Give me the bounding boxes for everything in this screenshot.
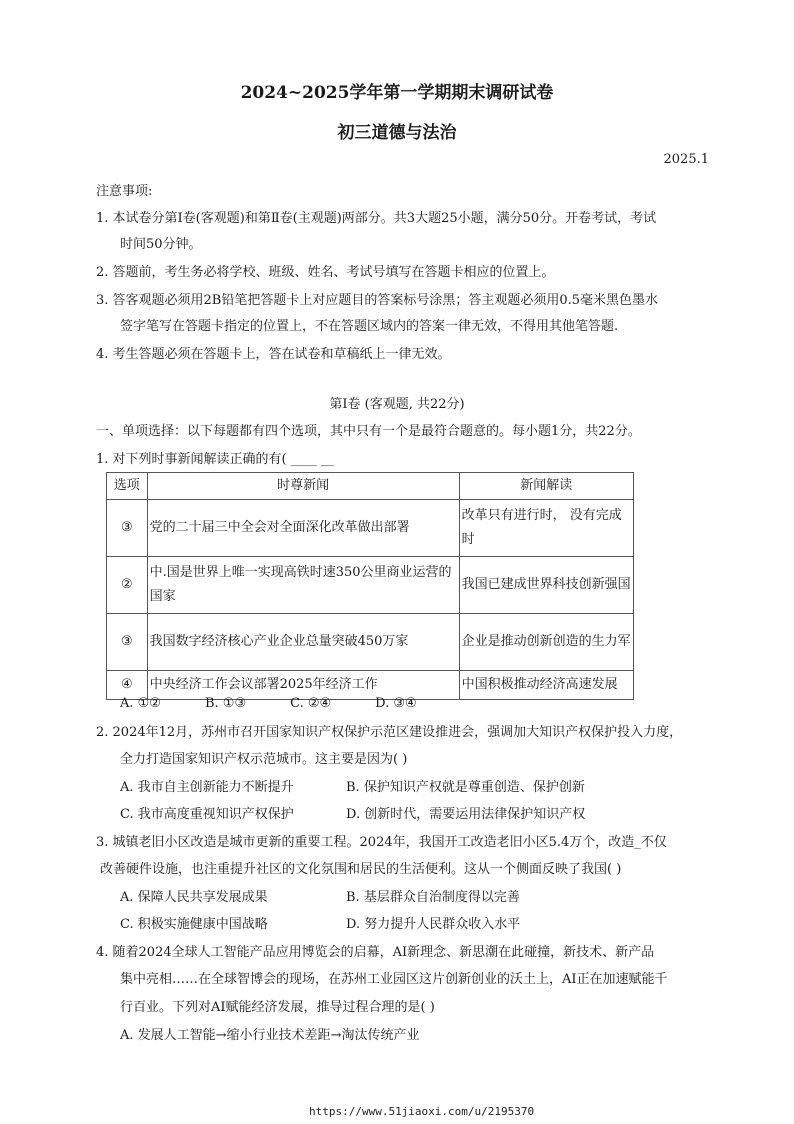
- note-4: 4. 考生答题必须在答题卡上，答在试卷和草稿纸上一律无效。: [96, 347, 451, 362]
- option-d: D. 创新时代，需要运用法律保护知识产权: [346, 807, 586, 822]
- exam-subject: 初三道德与法治: [337, 123, 457, 143]
- question-1-options: [120, 696, 461, 711]
- table-cell-option: ④: [107, 671, 148, 700]
- table-cell-news: 中央经济工作会议部署2025年经济工作: [147, 671, 459, 700]
- question-2-options-row-1: [120, 776, 585, 795]
- news-table: [106, 472, 634, 700]
- question-3-stem-line-2: 改善硬件设施，也注重提升社区的文化氛围和居民的生活便利。这从一个侧面反映了我国( ): [100, 862, 622, 877]
- option-c: C. ②④: [290, 696, 332, 711]
- table-row: [107, 557, 634, 614]
- question-3-options-row-2: [120, 913, 520, 932]
- question-1-stem: 1. 对下列时事新闻解读正确的有( ____ __: [96, 452, 334, 467]
- table-cell-option: ③: [107, 614, 148, 671]
- note-2: 2. 答题前，考生务必将学校、班级、姓名、考试号填写在答题卡相应的位置上。: [96, 265, 555, 280]
- table-header: 时尊新闻: [147, 473, 459, 500]
- table-cell-reading: 改革只有进行时， 没有完成时: [459, 500, 633, 557]
- option-a: A. 保障人民共享发展成果: [120, 890, 268, 905]
- table-header: 新闻解读: [459, 473, 633, 500]
- table-row: [107, 500, 634, 557]
- table-cell-reading: 我国已建成世界科技创新强国: [459, 557, 633, 614]
- question-4-stem-line-2: 集中亮相……在全球智博会的现场，在苏州工业园区这片创新创业的沃土上，AI正在加速赋能千: [120, 972, 668, 987]
- note-3-line-1: 3. 答客观题必须用2B铅笔把答题卡上对应题目的答案标号涂黑；答主观题必须用0.5毫米黑色墨水: [96, 293, 659, 308]
- option-c: C. 我市高度重视知识产权保护: [120, 807, 294, 822]
- option-b: B. ①③: [204, 696, 247, 711]
- question-2-stem-line-1: 2. 2024年12月，苏州市召开国家知识产权保护示范区建设推进会，强调加大知识产权保护投入力度，: [96, 725, 683, 740]
- question-2-stem-line-2: 全力打造国家知识产权示范城市。这主要是因为( ): [120, 752, 408, 767]
- exam-title: 2024~2025学年第一学期期末调研试卷: [240, 83, 554, 103]
- table-cell-news: 党的二十届三中全会对全面深化改革做出部署: [147, 500, 459, 557]
- question-4-stem-line-3: 行百业。下列对AI赋能经济发展，推导过程合理的是( ): [120, 1000, 435, 1015]
- option-d: D. 努力提升人民群众收入水平: [346, 917, 521, 932]
- option-a: A. 发展人工智能→缩小行业技术差距→淘汰传统产业: [120, 1028, 420, 1043]
- option-b: B. 保护知识产权就是尊重创造、保护创新: [346, 780, 585, 795]
- exam-date: 2025.1: [663, 152, 709, 167]
- table-row: [107, 614, 634, 671]
- question-2-options-row-2: [120, 803, 585, 822]
- question-3-stem-line-1: 3. 城镇老旧小区改造是城市更新的重要工程。2024年，我国开工改造老旧小区5.4万个，改造_不仅: [96, 835, 667, 850]
- option-c: C. 积极实施健康中国战略: [120, 917, 268, 932]
- table-cell-news: 中.国是世界上唯一实现高铁时速350公里商业运营的国家: [147, 557, 459, 614]
- note-1-line-1: 1. 本试卷分第Ⅰ卷(客观题)和第Ⅱ卷(主观题)两部分。共3大题25小题，满分50分。开卷考试，考试: [96, 211, 657, 226]
- notes-heading: 注意事项:: [96, 184, 153, 199]
- table-header-row: [107, 473, 634, 500]
- note-3-line-2: 签字笔写在答题卡指定的位置上，不在答题区域内的答案一律无效，不得用其他笔答题.: [120, 319, 619, 334]
- table-header: 选项: [107, 473, 148, 500]
- part-1-instructions: 一、单项选择：以下每题都有四个选项，其中只有一个是最符合题意的。每小题1分，共22分。: [96, 424, 641, 439]
- option-b: B. 基层群众自治制度得以完善: [346, 890, 520, 905]
- section-title: 第Ⅰ卷 (客观题, 共22分): [329, 397, 465, 412]
- table-cell-option: ②: [107, 557, 148, 614]
- footer-watermark-link[interactable]: ﾠﾠﾠﾠ https://www.51jiaoxi.com/u/2195370: [259, 1105, 535, 1118]
- note-1-line-2: 时间50分钟。: [120, 237, 202, 252]
- table-cell-reading: 企业是推动创新创造的生力军: [459, 614, 633, 671]
- question-4-stem-line-1: 4. 随着2024全球人工智能产品应用博览会的启幕，AI新理念、新思潮在此碰撞，新技术、新产品: [96, 945, 655, 960]
- option-a: A. 我市自主创新能力不断提升: [120, 780, 294, 795]
- option-d: D. ③④: [375, 696, 417, 711]
- question-3-options-row-1: [120, 886, 520, 905]
- table-cell-option: ③: [107, 500, 148, 557]
- table-cell-reading: 中国积极推动经济高速发展: [459, 671, 633, 700]
- option-a: A. ①②: [120, 696, 161, 711]
- table-cell-news: 我国数字经济核心产业企业总量突破450万家: [147, 614, 459, 671]
